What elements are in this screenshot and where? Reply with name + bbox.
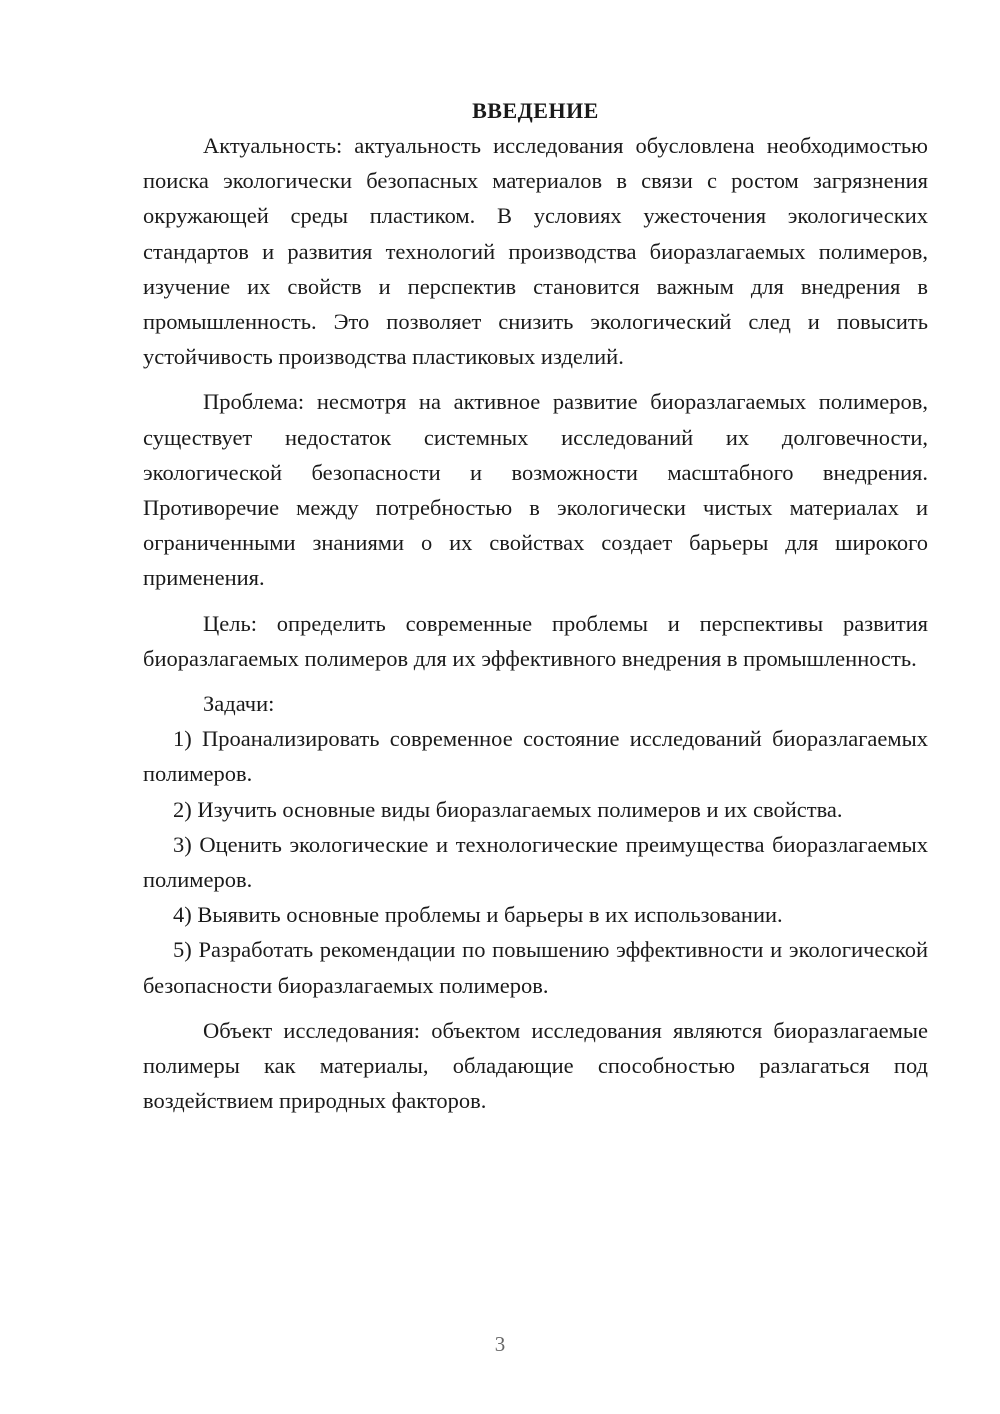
- task-item-4: 4) Выявить основные проблемы и барьеры в их использовании.: [173, 902, 783, 928]
- object-paragraph: Объект исследования: объектом исследования являются биоразлагаемые полимеры как материалы, обладающие способностью разлагаться под воздействием природных факторов.: [143, 1017, 928, 1114]
- relevance-paragraph: Актуальность: актуальность исследования обусловлена необходимостью поиска экологически безопасных материалов в связи с ростом загрязнения окружающей среды пластиком. В условиях ужесточения экологических стандартов и развития технологий производства биоразлагаемых полимеров, изучение их свойств и перспектив становится важным для внедрения в промышленность. Это позволяет снизить экологический след и повысить устойчивость производства пластиковых изделий.: [143, 133, 928, 370]
- page-number: 3: [494, 1332, 506, 1356]
- task-item-2: 2) Изучить основные виды биоразлагаемых полимеров и их свойства.: [173, 796, 843, 822]
- tasks-heading: Задачи:: [203, 691, 275, 717]
- problem-paragraph: Проблема: несмотря на активное развитие биоразлагаемых полимеров, существует недостаток системных исследований их долговечности, экологической безопасности и возможности масштабного внедрения. Противоречие между потребностью в экологически чистых материалах и ограниченными знаниями о их свойствах создает барьеры для широкого применения.: [143, 389, 928, 591]
- task-item-3: 3) Оценить экологические и технологические преимущества биоразлагаемых полимеров.: [143, 831, 928, 893]
- page-title: ВВЕДЕНИЕ: [472, 98, 599, 123]
- goal-paragraph: Цель: определить современные проблемы и перспективы развития биоразлагаемых полимеров для их эффективного внедрения в промышленность.: [143, 610, 928, 671]
- task-item-1: 1) Проанализировать современное состояние исследований биоразлагаемых полимеров.: [143, 726, 928, 787]
- page-body: [143, 94, 928, 1118]
- task-item-5: 5) Разработать рекомендации по повышению эффективности и экологической безопасности биоразлагаемых полимеров.: [143, 937, 928, 998]
